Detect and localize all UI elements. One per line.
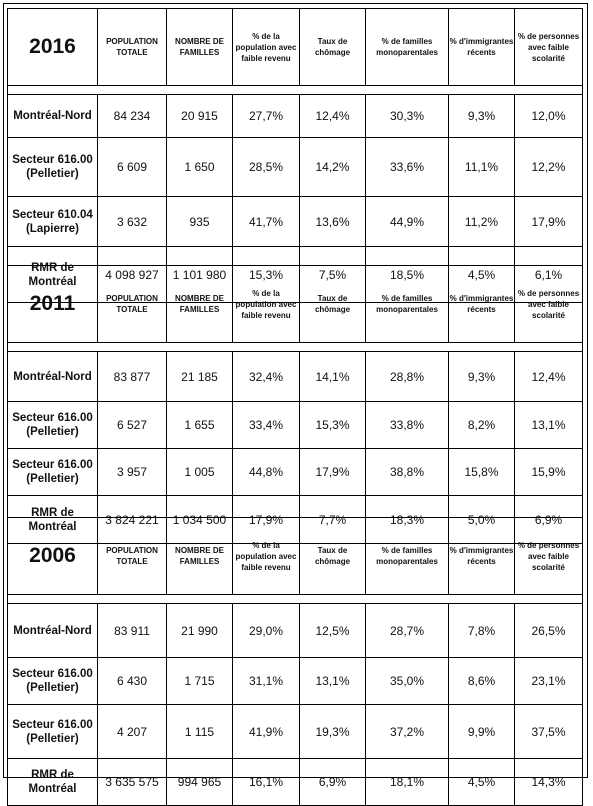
table-2011 <box>7 265 583 544</box>
table-cell: 29,0% <box>233 604 300 658</box>
table-cell: 1 650 <box>167 138 233 197</box>
table-cell: 6 609 <box>98 138 167 197</box>
table-cell: 6,9% <box>515 496 583 544</box>
row-label: Secteur 616.00 (Pelletier) <box>8 705 98 759</box>
table-cell: 4 207 <box>98 705 167 759</box>
year-label: 2006 <box>8 518 98 595</box>
table-cell: 1 715 <box>167 658 233 705</box>
table-cell: 11,1% <box>449 138 515 197</box>
table-cell: 28,5% <box>233 138 300 197</box>
table-cell: 19,3% <box>300 705 366 759</box>
column-header: % de la population avec faible revenu <box>233 9 300 86</box>
row-label: Montréal-Nord <box>8 352 98 402</box>
table-cell: 14,2% <box>300 138 366 197</box>
spacer <box>8 86 583 95</box>
row-label: Secteur 610.04 (Lapierre) <box>8 197 98 247</box>
table-cell: 14,1% <box>300 352 366 402</box>
table-cell: 7,7% <box>300 496 366 544</box>
row-label: Secteur 616.00 (Pelletier) <box>8 658 98 705</box>
column-header: % de la population avec faible revenu <box>233 266 300 343</box>
table-cell: 1 655 <box>167 402 233 449</box>
spacer <box>8 595 583 604</box>
column-header: % de personnes avec faible scolarité <box>515 518 583 595</box>
table-row <box>8 658 583 705</box>
table-cell: 1 101 980 <box>167 247 233 303</box>
table-cell: 84 234 <box>98 95 167 138</box>
table-cell: 35,0% <box>366 658 449 705</box>
row-label: Montréal-Nord <box>8 95 98 138</box>
table-row <box>8 352 583 402</box>
column-header: % d'immigrantes récents <box>449 518 515 595</box>
column-header: NOMBRE DE FAMILLES <box>167 9 233 86</box>
column-header: Taux de chômage <box>300 9 366 86</box>
table-cell: 44,8% <box>233 449 300 496</box>
table-cell: 15,3% <box>300 402 366 449</box>
table-cell: 31,1% <box>233 658 300 705</box>
table-row <box>8 197 583 247</box>
table-cell: 6,1% <box>515 247 583 303</box>
table-cell: 8,2% <box>449 402 515 449</box>
table-cell: 21 185 <box>167 352 233 402</box>
table-cell: 13,1% <box>300 658 366 705</box>
table-cell: 37,5% <box>515 705 583 759</box>
column-header: NOMBRE DE FAMILLES <box>167 518 233 595</box>
column-header: % de familles monoparentales <box>366 266 449 343</box>
table-cell: 3 635 575 <box>98 759 167 806</box>
row-label: Secteur 616.00 (Pelletier) <box>8 449 98 496</box>
row-label: Secteur 616.00 (Pelletier) <box>8 402 98 449</box>
column-header: % d'immigrantes récents <box>449 266 515 343</box>
table-cell: 23,1% <box>515 658 583 705</box>
table-2006 <box>7 517 583 806</box>
table-cell: 83 911 <box>98 604 167 658</box>
table-cell: 16,1% <box>233 759 300 806</box>
table-row <box>8 449 583 496</box>
column-header: % de personnes avec faible scolarité <box>515 266 583 343</box>
table-cell: 15,8% <box>449 449 515 496</box>
table-cell: 26,5% <box>515 604 583 658</box>
year-label: 2016 <box>8 9 98 86</box>
table-cell: 17,9% <box>233 496 300 544</box>
table-cell: 3 632 <box>98 197 167 247</box>
table-cell: 5,0% <box>449 496 515 544</box>
column-header: Taux de chômage <box>300 518 366 595</box>
table-row <box>8 604 583 658</box>
year-label: 2011 <box>8 266 98 343</box>
table-cell: 28,8% <box>366 352 449 402</box>
table-cell: 9,9% <box>449 705 515 759</box>
table-cell: 6 527 <box>98 402 167 449</box>
header-row <box>8 266 583 343</box>
table-cell: 1 034 500 <box>167 496 233 544</box>
table-cell: 13,1% <box>515 402 583 449</box>
table-cell: 12,0% <box>515 95 583 138</box>
table-cell: 38,8% <box>366 449 449 496</box>
table-cell: 27,7% <box>233 95 300 138</box>
column-header: NOMBRE DE FAMILLES <box>167 266 233 343</box>
column-header: % de personnes avec faible scolarité <box>515 9 583 86</box>
table-cell: 15,9% <box>515 449 583 496</box>
row-label: RMR de Montréal <box>8 247 98 303</box>
table-cell: 41,7% <box>233 197 300 247</box>
column-header: POPULATION TOTALE <box>98 266 167 343</box>
table-cell: 12,4% <box>515 352 583 402</box>
table-cell: 12,5% <box>300 604 366 658</box>
table-cell: 15,3% <box>233 247 300 303</box>
table-cell: 18,3% <box>366 496 449 544</box>
table-cell: 21 990 <box>167 604 233 658</box>
table-cell: 6,9% <box>300 759 366 806</box>
table-cell: 4,5% <box>449 759 515 806</box>
column-header: % de familles monoparentales <box>366 518 449 595</box>
column-header: % de familles monoparentales <box>366 9 449 86</box>
table-row <box>8 138 583 197</box>
column-header: Taux de chômage <box>300 266 366 343</box>
table-cell: 9,3% <box>449 95 515 138</box>
table-cell: 33,4% <box>233 402 300 449</box>
table-cell: 1 005 <box>167 449 233 496</box>
table-cell: 8,6% <box>449 658 515 705</box>
table-cell: 13,6% <box>300 197 366 247</box>
column-header: POPULATION TOTALE <box>98 518 167 595</box>
table-cell: 7,8% <box>449 604 515 658</box>
table-cell: 4 098 927 <box>98 247 167 303</box>
table-cell: 37,2% <box>366 705 449 759</box>
table-row <box>8 759 583 806</box>
row-label: Montréal-Nord <box>8 604 98 658</box>
table-cell: 12,4% <box>300 95 366 138</box>
table-cell: 18,1% <box>366 759 449 806</box>
table-cell: 17,9% <box>300 449 366 496</box>
table-cell: 4,5% <box>449 247 515 303</box>
spacer <box>8 343 583 352</box>
table-cell: 17,9% <box>515 197 583 247</box>
table-cell: 7,5% <box>300 247 366 303</box>
table-cell: 6 430 <box>98 658 167 705</box>
table-cell: 11,2% <box>449 197 515 247</box>
table-cell: 1 115 <box>167 705 233 759</box>
column-header: % d'immigrantes récents <box>449 9 515 86</box>
row-label: RMR de Montréal <box>8 759 98 806</box>
row-label: RMR de Montréal <box>8 496 98 544</box>
column-header: % de la population avec faible revenu <box>233 518 300 595</box>
table-cell: 3 824 221 <box>98 496 167 544</box>
table-cell: 12,2% <box>515 138 583 197</box>
table-cell: 28,7% <box>366 604 449 658</box>
table-row <box>8 705 583 759</box>
table-cell: 935 <box>167 197 233 247</box>
column-header: POPULATION TOTALE <box>98 9 167 86</box>
table-cell: 20 915 <box>167 95 233 138</box>
table-cell: 83 877 <box>98 352 167 402</box>
table-cell: 41,9% <box>233 705 300 759</box>
table-cell: 3 957 <box>98 449 167 496</box>
table-cell: 18,5% <box>366 247 449 303</box>
table-cell: 9,3% <box>449 352 515 402</box>
row-label: Secteur 616.00 (Pelletier) <box>8 138 98 197</box>
table-cell: 44,9% <box>366 197 449 247</box>
table-cell: 994 965 <box>167 759 233 806</box>
header-row <box>8 9 583 86</box>
table-row <box>8 402 583 449</box>
table-2016 <box>7 8 583 303</box>
table-row <box>8 95 583 138</box>
table-cell: 30,3% <box>366 95 449 138</box>
table-cell: 33,6% <box>366 138 449 197</box>
table-cell: 32,4% <box>233 352 300 402</box>
table-cell: 14,3% <box>515 759 583 806</box>
table-cell: 33,8% <box>366 402 449 449</box>
header-row <box>8 518 583 595</box>
